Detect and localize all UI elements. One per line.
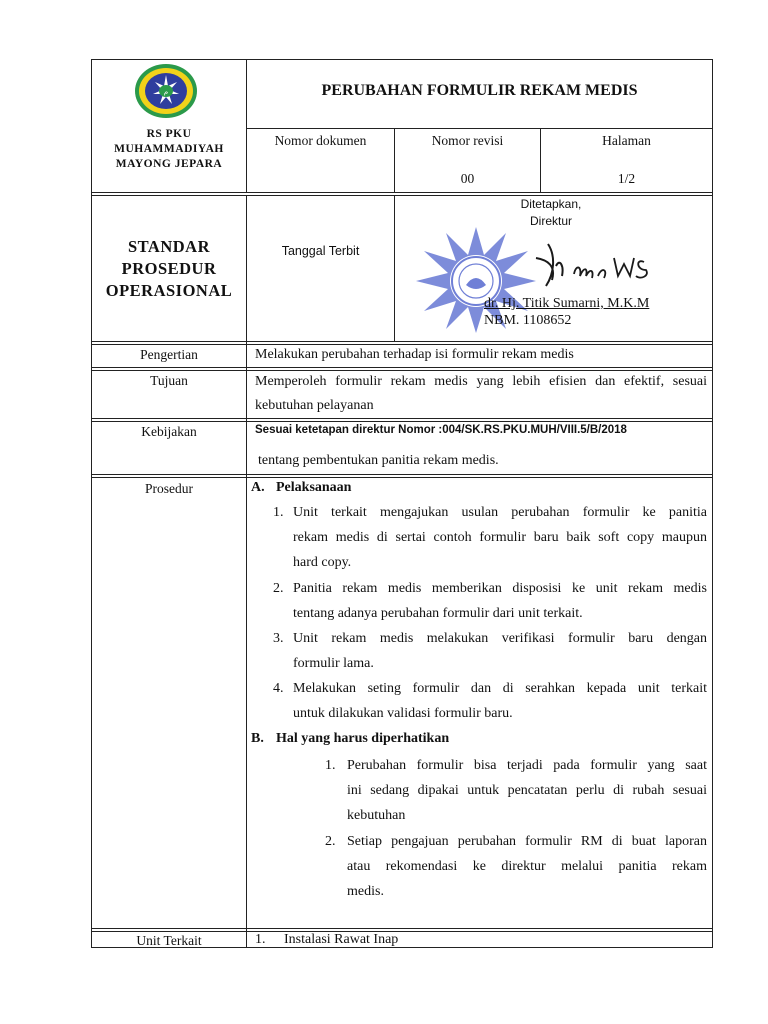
header-row-divider	[246, 128, 713, 129]
header-bottom-line-1	[91, 192, 713, 193]
prosedur-label: Prosedur	[145, 481, 193, 496]
signer-name: dr. Hj. Titik Sumarni, M.K.M	[484, 296, 650, 311]
unit-number: 1.	[255, 932, 266, 947]
sop-col-divider	[394, 195, 395, 342]
revision-value: 00	[460, 171, 475, 186]
kebijakan-text: tentang pembentukan panitia rekam medis.	[258, 453, 499, 468]
hospital-name-line2: MUHAMMADIYAH	[114, 143, 224, 155]
issue-date-label: Tanggal Terbit	[281, 244, 360, 258]
tujuan-label: Tujuan	[150, 373, 188, 388]
row-line-c2	[91, 421, 713, 422]
row-line-e2	[91, 931, 713, 932]
director-signature	[526, 236, 656, 296]
sop-title-line2: PROSEDUR	[121, 259, 217, 278]
b2-number: 2.	[325, 834, 336, 849]
doc-number-label: Nomor dokumen	[274, 133, 367, 148]
unit-item: Instalasi Rawat Inap	[284, 932, 399, 947]
a4-text	[293, 676, 707, 726]
hospital-logo	[132, 62, 200, 120]
row-line-b	[91, 367, 713, 368]
section-a-letter: A.	[251, 480, 265, 495]
page-value: 1/2	[617, 171, 636, 186]
row-line-a	[91, 341, 713, 342]
b2-line1: Setiap pengajuan perubahan formulir RM di buat laporan	[347, 834, 707, 849]
svg-text:م: م	[163, 88, 169, 96]
table-border-top	[91, 59, 713, 60]
unit-terkait-label: Unit Terkait	[136, 933, 202, 948]
a2-number: 2.	[273, 581, 284, 596]
header-divider	[246, 59, 247, 193]
a3-text	[293, 626, 707, 676]
hospital-name	[92, 127, 246, 172]
row-line-c	[91, 418, 713, 419]
a3-number: 3.	[273, 631, 284, 646]
director-label: Direktur	[529, 214, 572, 228]
b1-text	[347, 753, 707, 828]
kebijakan-label: Kebijakan	[141, 424, 197, 439]
a2-line2: tentang adanya perubahan formulir dari unit terkait.	[293, 606, 583, 621]
sop-title-line1: STANDAR	[127, 237, 211, 256]
kebijakan-decree: Sesuai ketetapan direktur Nomor :004/SK.RS.PKU.MUH/VIII.5/B/2018	[255, 424, 627, 436]
a1-number: 1.	[273, 505, 284, 520]
hospital-name-line1: RS PKU	[146, 128, 192, 140]
body-col-divider	[246, 341, 247, 948]
row-line-d	[91, 474, 713, 475]
sop-divider	[246, 195, 247, 342]
a2-text	[293, 576, 707, 626]
row-line-a2	[91, 344, 713, 345]
b2-line3: medis.	[347, 884, 384, 899]
b1-line1: Perubahan formulir bisa terjadi pada formulir yang saat	[347, 758, 707, 773]
section-a-title: Pelaksanaan	[276, 480, 352, 495]
approval-block	[476, 196, 626, 230]
tujuan-text	[255, 370, 707, 418]
pengertian-label: Pengertian	[140, 347, 198, 362]
approved-label: Ditetapkan,	[520, 197, 582, 211]
a1-line3: hard copy.	[293, 555, 352, 570]
a1-line2: rekam medis di sertai contoh formulir baru baik soft copy maupun	[293, 530, 707, 545]
a4-number: 4.	[273, 681, 284, 696]
a4-line2: untuk dilakukan validasi formulir baru.	[293, 706, 513, 721]
section-b-title: Hal yang harus diperhatikan	[276, 731, 450, 746]
document-title: PERUBAHAN FORMULIR REKAM MEDIS	[321, 82, 638, 99]
b1-number: 1.	[325, 758, 336, 773]
b2-text	[347, 829, 707, 904]
section-b-letter: B.	[251, 731, 264, 746]
signer-nbm: NBM. 1108652	[484, 313, 572, 328]
sop-title	[92, 236, 246, 302]
a4-line1: Melakukan seting formulir dan di serahkan kepada unit terkait	[293, 681, 707, 696]
a3-line2: formulir lama.	[293, 656, 374, 671]
a1-text	[293, 500, 707, 575]
page-label: Halaman	[602, 133, 651, 148]
signer-block	[484, 295, 704, 329]
row-line-d2	[91, 477, 713, 478]
row-line-e	[91, 928, 713, 929]
b2-line2: atau rekomendasi ke direktur melalui panitia rekam	[347, 859, 707, 874]
tujuan-line2: kebutuhan pelayanan	[255, 398, 374, 413]
a1-line1: Unit terkait mengajukan usulan perubahan formulir ke panitia	[293, 505, 707, 520]
tujuan-line1: Memperoleh formulir rekam medis yang lebih efisien dan efektif, sesuai	[255, 374, 707, 389]
b1-line3: kebutuhan	[347, 808, 406, 823]
revision-label: Nomor revisi	[431, 133, 504, 148]
sop-title-line3: OPERASIONAL	[105, 281, 233, 300]
a2-line1: Panitia rekam medis memberikan disposisi ke unit rekam medis	[293, 581, 707, 596]
pengertian-text: Melakukan perubahan terhadap isi formulir rekam medis	[255, 347, 574, 362]
a3-line1: Unit rekam medis melakukan verifikasi formulir baru dengan	[293, 631, 707, 646]
b1-line2: ini sedang dipakai untuk pencatatan perlu di rubah sesuai	[347, 783, 707, 798]
hospital-name-line3: MAYONG JEPARA	[115, 158, 223, 170]
